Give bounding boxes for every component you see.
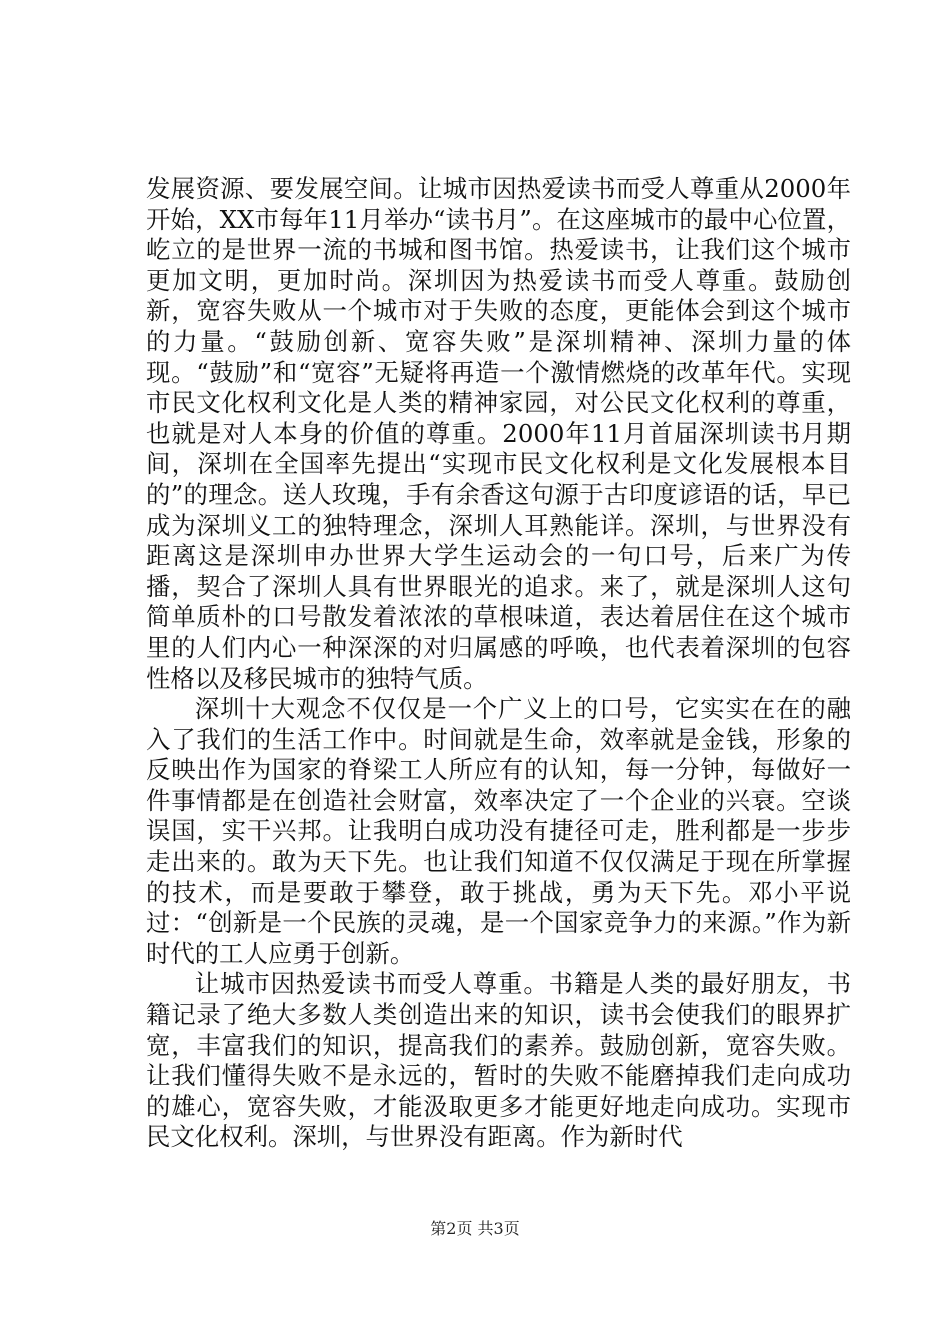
- paragraph-2: 深圳十大观念不仅仅是一个广义上的口号，它实实在在的融入了我们的生活工作中。时间就是生命，效率就是金钱，形象的反映出作为国家的脊梁工人所应有的认知，每一分钟，每做好一件事情都是在创造社会财富，效率决定了一个企业的兴衰。空谈误国，实干兴邦。让我明白成功没有捷径可走，胜利都是一步步走出来的。敢为天下先。也让我们知道不仅仅满足于现在所掌握的技术，而是要敢于攀登，敢于挑战，勇为天下先。邓小平说过：“创新是一个民族的灵魂，是一个国家竞争力的来源。”作为新时代的工人应勇于创新。: [146, 694, 851, 968]
- paragraph-1: 发展资源、要发展空间。让城市因热爱读书而受人尊重从2000年开始，XX市每年11月举办“读书月”。在这座城市的最中心位置，屹立的是世界一流的书城和图书馆。热爱读书，让我们这个城市更加文明，更加时尚。深圳因为热爱读书而受人尊重。鼓励创新，宽容失败从一个城市对于失败的态度，更能体会到这个城市的力量。“鼓励创新、宽容失败”是深圳精神、深圳力量的体现。“鼓励”和“宽容”无疑将再造一个激情燃烧的改革年代。实现市民文化权利文化是人类的精神家园，对公民文化权利的尊重，也就是对人本身的价值的尊重。2000年11月首届深圳读书月期间，深圳在全国率先提出“实现市民文化权利是文化发展根本目的”的理念。送人玫瑰，手有余香这句源于古印度谚语的话，早已成为深圳义工的独特理念，深圳人耳熟能详。深圳，与世界没有距离这是深圳申办世界大学生运动会的一句口号，后来广为传播，契合了深圳人具有世界眼光的追求。来了，就是深圳人这句简单质朴的口号散发着浓浓的草根味道，表达着居住在这个城市里的人们内心一种深深的对归属感的呼唤，也代表着深圳的包容性格以及移民城市的独特气质。: [146, 174, 851, 693]
- page-number-footer: 第2页 共3页: [430, 1219, 520, 1238]
- document-body: [146, 174, 851, 1153]
- paragraph-3: 让城市因热爱读书而受人尊重。书籍是人类的最好朋友，书籍记录了绝大多数人类创造出来的知识，读书会使我们的眼界扩宽，丰富我们的知识，提高我们的素养。鼓励创新，宽容失败。让我们懂得失败不是永远的，暂时的失败不能磨掉我们走向成功的雄心，宽容失败，才能汲取更多才能更好地走向成功。实现市民文化权利。深圳，与世界没有距离。作为新时代: [146, 969, 851, 1152]
